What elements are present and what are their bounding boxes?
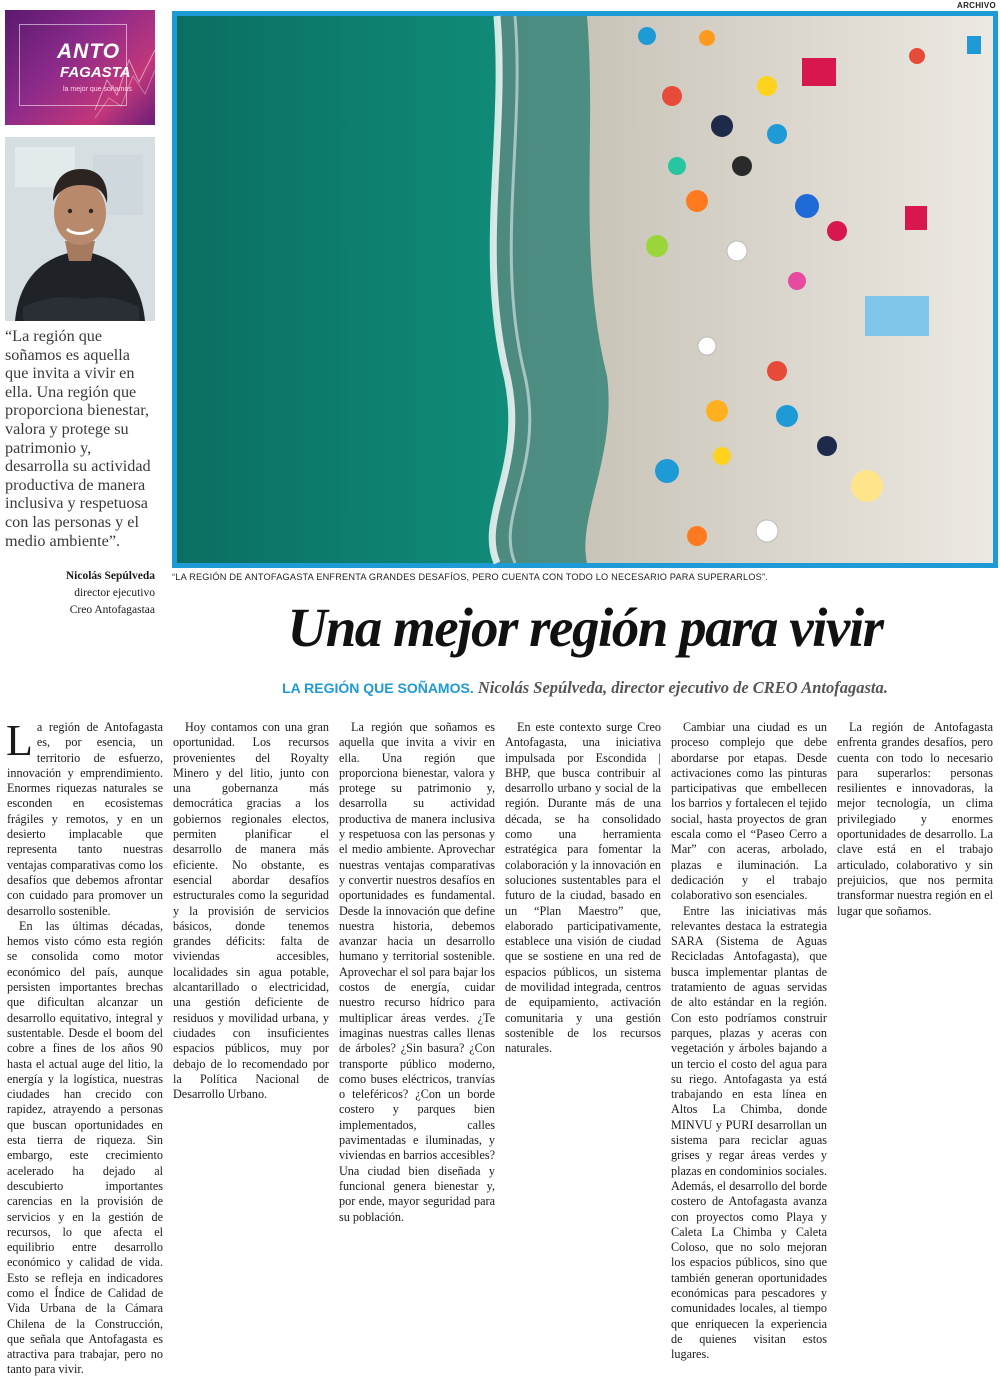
article-body bbox=[6, 716, 997, 1377]
article-paragraph-8: La región de Antofagasta enfrenta grandes desafíos, pero cuenta con todo lo necesario para superarlos: personas resilientes e innovadoras, la mejor tecnología, un clima privilegiado y enormes oportunidades de desarrollo. La clave está en el trabajo articulado, colaborativo y sin prejuicios, que nos permita transformar nuestra región en el lugar que soñamos. bbox=[837, 720, 993, 918]
beach-aerial-illustration bbox=[177, 16, 993, 563]
article-paragraph-7: Entre las iniciativas más relevantes destaca la estrategia SARA (Sistema de Aguas Recicladas Antofagasta), que busca implementar plantas de tratamiento de aguas servidas de alto estándar en la región. Con esto podríamos construir parques, plazas y aceras con vegetación y árboles bajando a un tercio el costo del agua para su riego. Antofagasta ya está trabajando en esta línea en Altos La Chimba, donde MINVU y PURI desarrollan un sistema para reciclar aguas grises y regar áreas verdes y plazas en condominios sociales. Además, el desarrollo del borde costero de Antofagasta avanza con proyectos como Playa y Caleta La Chimba y Caleta Coloso, que no solo mejoran los espacios públicos, sino que también generan oportunidades económicas para pescadores y comunidades locales, al tiempo que enriquecen la experiencia de quienes visitan estos lugares. bbox=[671, 903, 827, 1362]
article-paragraph-1 bbox=[6, 716, 163, 919]
article-paragraph-5: En este contexto surge Creo Antofagasta, una iniciativa impulsada por Escondida | BHP, que busca contribuir al desarrollo urbano y social de la región. Durante más de una década, se ha consolidado como una herramienta estratégica para fomentar la colaboración y la innovación en soluciones sustentables para el futuro de la ciudad, basado en un “Plan Maestro” que, elaborado participativamente, establece una visión de ciudad que se sostiene en una red de espacios públicos, un sistema de movilidad integrada, centros de equipamiento, activación comunitaria y una gestión sostenible de los recursos naturales. bbox=[505, 720, 661, 1056]
byline: Nicolás Sepúlveda, director ejecutivo de CREO Antofagasta. bbox=[477, 678, 888, 697]
headline: Una mejor región para vivir bbox=[287, 597, 883, 658]
pull-quote: “La región que soñamos es aquella que invita a vivir en ella. Una región que proporciona bienestar, valora y protege su patrimonio y, desarrolla su actividad productiva de manera inclusiva y respetuosa con las personas y el medio ambiente”. bbox=[5, 327, 151, 550]
article-paragraph-3: Hoy contamos con una gran oportunidad. Los recursos provenientes del Royalty Minero y del litio, junto con una gobernanza más democrática gracias a los gobiernos regionales electos, permiten planificar el desarrollo de manera más eficiente. No obstante, es esencial abordar desafíos estructurales como la seguridad y la provisión de servicios básicos, donde tenemos grandes déficits: falta de viviendas accesibles, localidades sin agua potable, alcantarillado o electricidad, una gestión deficiente de residuos y movilidad urbana, y ciudades con insuficientes espacios públicos, muy por debajo de lo recomendado por la Política Nacional de Desarrollo Urbano. bbox=[173, 720, 329, 1102]
article-column-2 bbox=[173, 720, 329, 1188]
article-paragraph-2: En las últimas décadas, hemos visto cómo esta región se consolida como motor económico del país, aunque persisten importantes brechas que dificultan alcanzar un desarrollo equitativo, integral y sustentable. Desde el boom del cobre a fines de los años 90 hasta el actual auge del litio, la energía y la logística, nuestras ciudades han crecido con rapidez, atrayendo a personas que buscan oportunidades en esta tierra de riqueza. Sin embargo, este crecimiento acelerado ha dejado al descubierto importantes carencias en la provisión de servicios y en la gestión de recursos, lo que afecta el equilibrio entre desarrollo económico y calidad de vida. Esto se refleja en indicadores como el Índice de Calidad de Vida Urbana de la Cámara Chilena de la Construcción, que señala que Antofagasta es atractiva para trabajar, pero no tanto para vivir. bbox=[7, 918, 163, 1377]
author-name: Nicolás Sepúlveda bbox=[65, 570, 155, 582]
article-column-1 bbox=[6, 716, 163, 1377]
section-kicker: LA REGIÓN QUE SOÑAMOS. bbox=[282, 680, 474, 696]
photo-credit: ARCHIVO bbox=[957, 1, 996, 10]
article-column-3 bbox=[339, 720, 496, 1224]
article-column-5 bbox=[671, 720, 827, 1362]
author-credit bbox=[5, 568, 155, 619]
article-column-4 bbox=[505, 720, 661, 1188]
logo-line-3: la mejor que soñamos bbox=[63, 86, 132, 93]
subheadline bbox=[175, 678, 995, 698]
author-organization: Creo Antofagastaa bbox=[69, 604, 155, 616]
article-paragraph-4: La región que soñamos es aquella que invita a vivir en ella. Una región que proporciona bienestar, valora y protege su patrimonio y, desarrolla su actividad productiva de manera inclusiva y respetuosa con las personas y el medio ambiente. Aprovechar nuestras ventajas comparativas y convertir nuestros desafíos en oportunidades es fundamental. Desde la innovación que define nuestra historia, debemos avanzar hacia un desarrollo humano y territorial sostenible. Aprovechar el sol para bajar los costos de energía, cuidar nuestro recurso hídrico para multiplicar áreas verdes. ¿Te imaginas nuestras calles llenas de árboles? ¿Sin basura? ¿Con transporte público moderno, como buses eléctricos, tranvías o teleféricos? ¿Con un borde costero y parques bien implementados, calles pavimentadas e iluminadas, y viviendas en barrios accesibles? Una ciudad bien diseñada y funcional genera bienestar y, por ende, mayor seguridad para su población. bbox=[339, 720, 496, 1224]
article-paragraph-6: Cambiar una ciudad es un proceso complejo que debe abordarse por etapas. Desde activaciones como las pinturas participativas que embellecen los barrios y fortalecen el tejido social, hasta proyectos de gran escala como el “Paseo Cerro a Mar” con aceras, arbolado, plazas e iluminación. La dedicación y el trabajo colaborativo son esenciales. bbox=[671, 720, 827, 903]
article-column-6 bbox=[837, 720, 993, 1188]
photo-caption: “LA REGIÓN DE ANTOFAGASTA ENFRENTA GRANDES DESAFÍOS, PERO CUENTA CON TODO LO NECESARIO PARA SUPERARLOS”. bbox=[172, 572, 768, 582]
logo-line-1: ANTO bbox=[57, 40, 121, 63]
author-role: director ejecutivo bbox=[74, 587, 155, 599]
author-portrait-illustration bbox=[5, 137, 155, 321]
author-portrait bbox=[5, 137, 155, 321]
drop-cap: L bbox=[6, 716, 33, 765]
paragraph-1-text: a región de Antofagasta es, por esencia, un territorio de esfuerzo, innovación y emprendimiento. Enormes riquezas naturales se esconden en ecosistemas frágiles y remotos, y en un desierto implacable que representa tanto nuestras ventajas comparativas como los desafíos que debemos afrontar con cuidado para promover un desarrollo sostenible. bbox=[7, 720, 163, 918]
beach-aerial-photo bbox=[172, 11, 998, 568]
logo-line-2: FAGASTA bbox=[60, 64, 131, 81]
section-logo bbox=[5, 10, 155, 125]
